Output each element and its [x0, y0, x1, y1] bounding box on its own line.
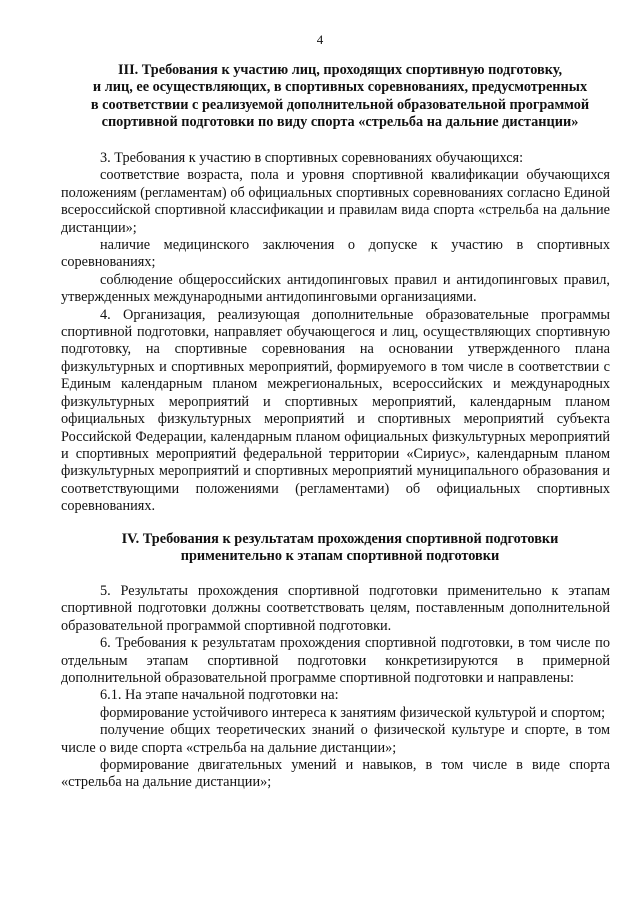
- paragraph: 6.1. На этапе начальной подготовки на:: [100, 687, 339, 704]
- paragraph: 6. Требования к результатам прохождения спортивной подготовки, в том числе по отдельным этапам спортивной подготовки конкретизируются в примерной дополнительной образовательной программе спортивной подготовки и направлены:: [61, 635, 610, 687]
- section-3-heading-line: спортивной подготовки по виду спорта «стрельба на дальние дистанции»: [101, 114, 579, 131]
- page-number: 4: [316, 32, 324, 47]
- section-3-heading: [60, 62, 620, 132]
- section-4-heading-line: применительно к этапам спортивной подготовки: [180, 548, 500, 565]
- paragraph: соблюдение общероссийских антидопинговых правил и антидопинговых правил, утвержденных международными антидопинговыми организациями.: [61, 271, 610, 306]
- paragraph: формирование двигательных умений и навыков, в том числе в виде спорта «стрельба на дальние дистанции»;: [61, 757, 610, 791]
- paragraph: наличие медицинского заключения о допуске к участию в спортивных соревнованиях;: [61, 237, 610, 271]
- section-4-heading-line: IV. Требования к результатам прохождения спортивной подготовки: [121, 531, 559, 547]
- section-3-heading-line: в соответствии с реализуемой дополнительной образовательной программой: [90, 96, 590, 113]
- paragraph: формирование устойчивого интереса к занятиям физической культурой и спортом;: [100, 704, 606, 721]
- paragraph: получение общих теоретических знаний о физической культуре и спорте, в том числе о виде спорта «стрельба на дальние дистанции»;: [61, 722, 610, 756]
- section-3-body: [61, 150, 610, 516]
- paragraph: 3. Требования к участию в спортивных соревнованиях обучающихся:: [100, 150, 524, 166]
- paragraph: 4. Организация, реализующая дополнительные образовательные программы спортивной подготовки, направляет обучающегося и лиц, осуществляющих спортивную подготовку, на спортивные соревнования на основании утвержденного плана физкультурных и спортивных мероприятий, формируемого в том числе в соответствии с Единым календарным планом межрегиональных, всероссийских и международных физкультурных мероприятий и спортивных мероприятий, календарным планом официальных физкультурных мероприятий и спортивных мероприятий субъекта Российской Федерации, календарным планом официальных физкультурных мероприятий и спортивных мероприятий федеральной территории «Сириус», календарным планом физкультурных мероприятий и спортивных мероприятий муниципального образования и соответствующими положениями (регламентами) об официальных спортивных соревнованиях.: [61, 306, 610, 515]
- section-4-heading: [60, 531, 620, 566]
- section-3-heading-line: и лиц, ее осуществляющих, в спортивных соревнованиях, предусмотренных: [92, 79, 588, 96]
- paragraph: соответствие возраста, пола и уровня спортивной квалификации обучающихся положениям (регламентам) об официальных спортивных соревнованиях согласно Единой всероссийской спортивной классификации и правилам вида спорта «стрельба на дальние дистанции»;: [61, 167, 610, 236]
- section-4-body: [61, 583, 610, 792]
- section-3-heading-line: III. Требования к участию лиц, проходящих спортивную подготовку,: [117, 62, 563, 78]
- paragraph: 5. Результаты прохождения спортивной подготовки применительно к этапам спортивной подготовки должны соответствовать целям, поставленным дополнительной образовательной программой спортивной подготовки.: [61, 583, 610, 634]
